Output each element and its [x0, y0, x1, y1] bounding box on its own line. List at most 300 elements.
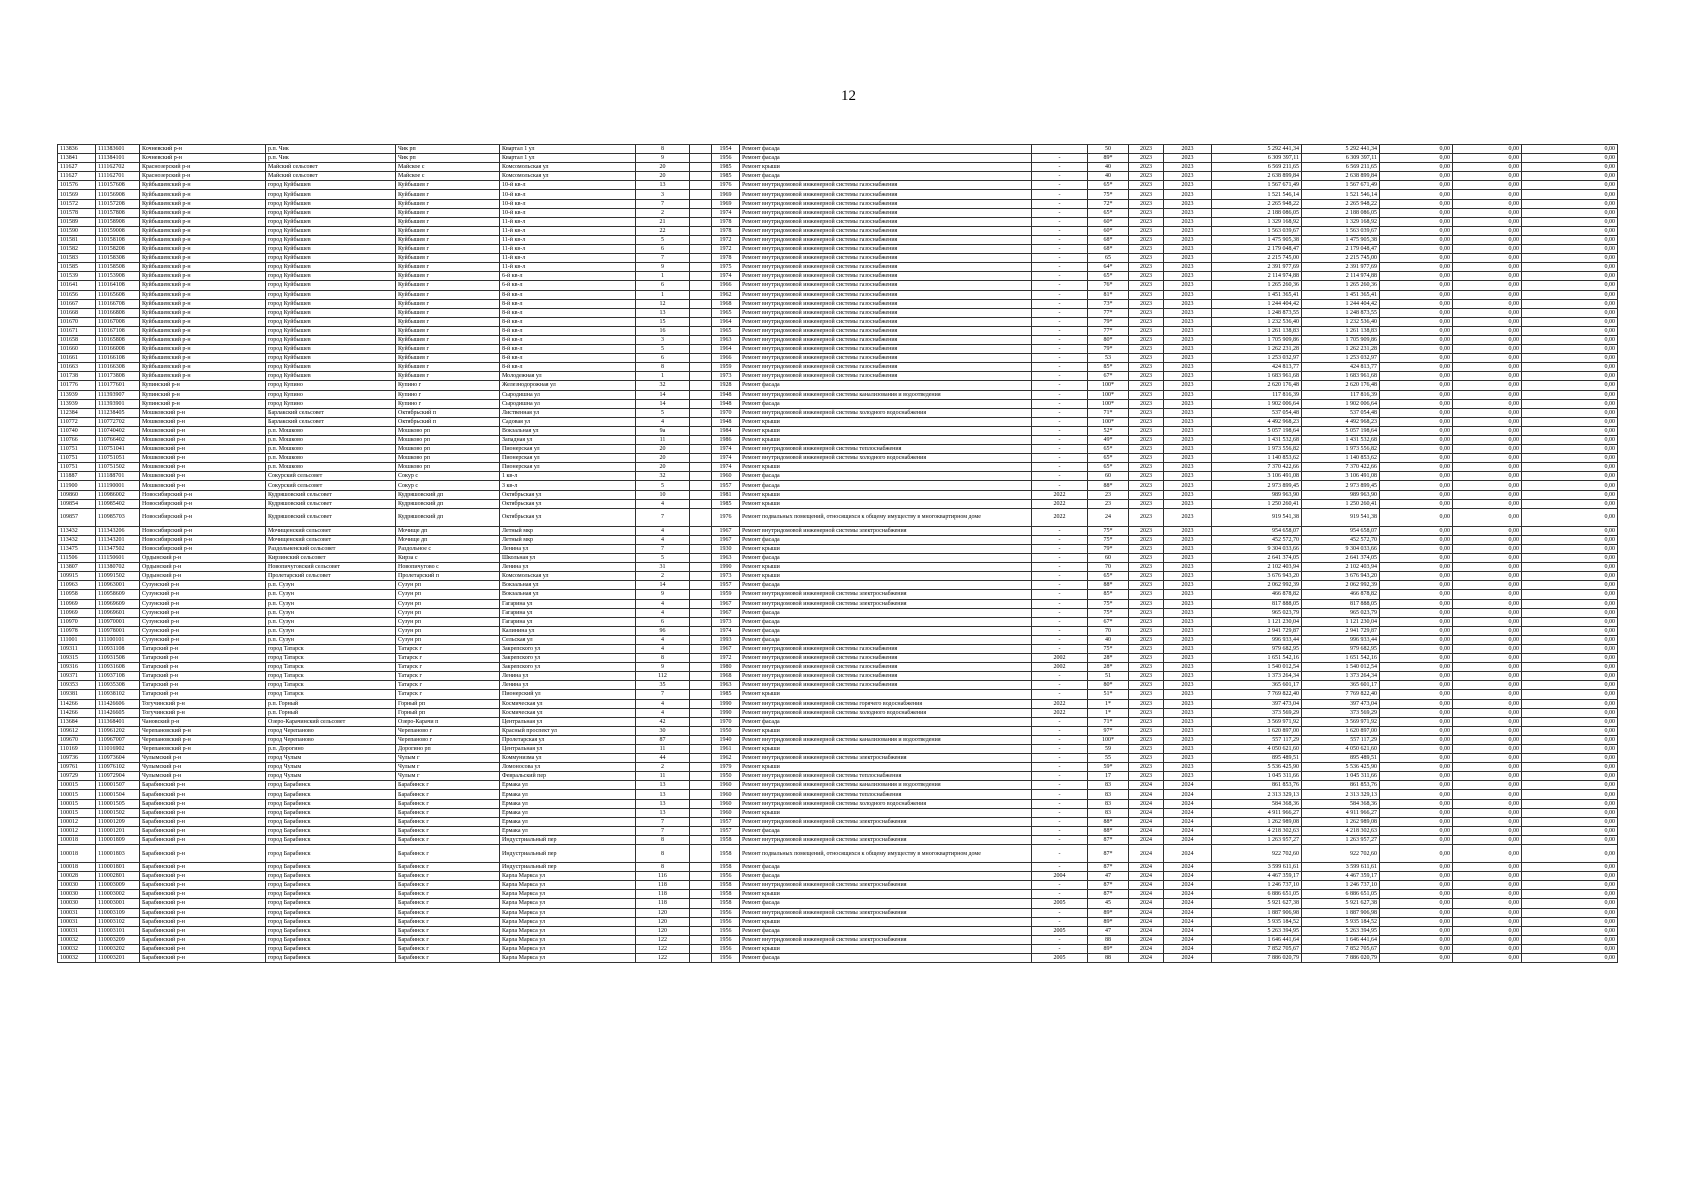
cell-work-type: Ремонт внутридомовой инженерной системы электроснабжения [740, 908, 1032, 917]
cell-plan-start-year: 2023 [1129, 335, 1164, 344]
cell-cost-federal: 0,00 [1380, 481, 1453, 490]
cell-last-repair-year: - [1032, 235, 1088, 244]
cell-last-repair-year: - [1032, 226, 1088, 235]
cell-district: Барабинский р-н [140, 917, 266, 926]
cell-municipality: Сокурский сельсовет [266, 472, 396, 481]
cell-building [690, 799, 712, 808]
cell-last-repair-year: - [1032, 426, 1088, 435]
cell-cost-fund: 2 114 974,88 [1302, 272, 1380, 281]
cell-locality: Барабинск г [396, 826, 500, 835]
table-row [58, 890, 1618, 899]
cell-house-number: 5 [636, 235, 690, 244]
cell-building [690, 717, 712, 726]
cell-cost-federal: 0,00 [1380, 226, 1453, 235]
cell-street: 8-й кв-л [500, 345, 636, 354]
capital-repair-table-container [57, 144, 1615, 963]
cell-build-year: 1950 [712, 772, 740, 781]
cell-build-year: 1960 [712, 799, 740, 808]
cell-locality: Горный рп [396, 708, 500, 717]
cell-work-id: 110931508 [96, 654, 140, 663]
cell-work-id: 111426606 [96, 699, 140, 708]
cell-total-cost: 2 620 176,48 [1212, 381, 1302, 390]
cell-cost-fund: 557 117,29 [1302, 735, 1380, 744]
cell-house-id: 113475 [58, 544, 96, 553]
cell-build-year: 1966 [712, 354, 740, 363]
cell-plan-start-year: 2024 [1129, 953, 1164, 962]
cell-cost-regional: 0,00 [1453, 326, 1522, 335]
cell-street: Гагарина ул [500, 617, 636, 626]
cell-wear-percent: 100* [1088, 735, 1129, 744]
cell-district: Черепановский р-н [140, 726, 266, 735]
cell-house-id: 110740 [58, 426, 96, 435]
cell-house-number: 96 [636, 626, 690, 635]
cell-municipality: город Куйбышев [266, 181, 396, 190]
cell-total-cost: 5 935 184,52 [1212, 917, 1302, 926]
cell-house-number: 44 [636, 754, 690, 763]
cell-municipality: город Барабинск [266, 899, 396, 908]
cell-house-id: 109316 [58, 663, 96, 672]
cell-municipality: Майский сельсовет [266, 172, 396, 181]
cell-wear-percent: 89* [1088, 154, 1129, 163]
cell-plan-end-year: 2023 [1164, 681, 1212, 690]
cell-house-number: 4 [636, 417, 690, 426]
cell-last-repair-year: 2002 [1032, 654, 1088, 663]
cell-municipality: город Чулым [266, 772, 396, 781]
cell-street: Карла Маркса ул [500, 899, 636, 908]
cell-building [690, 535, 712, 544]
cell-house-id: 109857 [58, 508, 96, 526]
cell-work-type: Ремонт подвальных помещений, относящихся к общему имуществу в многоквартирном доме [740, 845, 1032, 863]
cell-district: Мошковский р-н [140, 454, 266, 463]
cell-cost-federal: 0,00 [1380, 772, 1453, 781]
cell-municipality: город Куйбышев [266, 263, 396, 272]
cell-municipality: город Татарск [266, 690, 396, 699]
cell-total-cost: 2 641 374,05 [1212, 554, 1302, 563]
cell-street: 8-й кв-л [500, 299, 636, 308]
cell-district: Мошковский р-н [140, 481, 266, 490]
cell-street: Коммунизма ул [500, 754, 636, 763]
cell-total-cost: 1 262 989,08 [1212, 817, 1302, 826]
cell-plan-start-year: 2023 [1129, 454, 1164, 463]
cell-cost-regional: 0,00 [1453, 381, 1522, 390]
cell-building [690, 663, 712, 672]
cell-cost-local: 0,00 [1522, 263, 1618, 272]
cell-plan-start-year: 2023 [1129, 426, 1164, 435]
cell-cost-fund: 965 023,79 [1302, 608, 1380, 617]
cell-locality: Куйбышев г [396, 363, 500, 372]
cell-district: Барабинский р-н [140, 863, 266, 872]
cell-total-cost: 466 878,82 [1212, 590, 1302, 599]
cell-work-type: Ремонт крыши [740, 436, 1032, 445]
cell-municipality: город Татарск [266, 672, 396, 681]
cell-cost-local: 0,00 [1522, 390, 1618, 399]
cell-plan-end-year: 2023 [1164, 163, 1212, 172]
cell-building [690, 181, 712, 190]
cell-work-type: Ремонт внутридомовой инженерной системы газоснабжения [740, 354, 1032, 363]
table-row [58, 208, 1618, 217]
cell-street: Карла Маркса ул [500, 890, 636, 899]
cell-locality: Куйбышев г [396, 217, 500, 226]
cell-building [690, 708, 712, 717]
cell-house-id: 100031 [58, 917, 96, 926]
cell-last-repair-year: - [1032, 254, 1088, 263]
cell-last-repair-year: - [1032, 554, 1088, 563]
table-row [58, 590, 1618, 599]
cell-last-repair-year: - [1032, 808, 1088, 817]
cell-municipality: р.п. Сузун [266, 635, 396, 644]
cell-build-year: 1970 [712, 717, 740, 726]
cell-building [690, 817, 712, 826]
cell-wear-percent: 83 [1088, 808, 1129, 817]
cell-cost-federal: 0,00 [1380, 917, 1453, 926]
cell-last-repair-year: - [1032, 890, 1088, 899]
cell-cost-local: 0,00 [1522, 817, 1618, 826]
cell-build-year: 1940 [712, 735, 740, 744]
table-row [58, 817, 1618, 826]
cell-cost-federal: 0,00 [1380, 172, 1453, 181]
cell-cost-regional: 0,00 [1453, 426, 1522, 435]
cell-work-type: Ремонт внутридомовой инженерной системы теплоснабжения [740, 445, 1032, 454]
cell-plan-end-year: 2024 [1164, 826, 1212, 835]
cell-street: Ермака ул [500, 799, 636, 808]
cell-work-id: 110177601 [96, 381, 140, 390]
cell-street: Ленина ул [500, 681, 636, 690]
cell-house-id: 109371 [58, 672, 96, 681]
cell-work-id: 110157208 [96, 199, 140, 208]
cell-locality: Барабинск г [396, 953, 500, 962]
cell-building [690, 226, 712, 235]
cell-municipality: город Куйбышев [266, 354, 396, 363]
cell-cost-regional: 0,00 [1453, 626, 1522, 635]
cell-cost-regional: 0,00 [1453, 863, 1522, 872]
table-row [58, 281, 1618, 290]
cell-wear-percent: 24 [1088, 508, 1129, 526]
cell-house-number: 118 [636, 881, 690, 890]
cell-cost-local: 0,00 [1522, 681, 1618, 690]
cell-plan-end-year: 2023 [1164, 226, 1212, 235]
cell-wear-percent: 87* [1088, 881, 1129, 890]
cell-house-id: 101582 [58, 245, 96, 254]
cell-plan-start-year: 2024 [1129, 808, 1164, 817]
cell-municipality: город Чулым [266, 763, 396, 772]
cell-last-repair-year: - [1032, 190, 1088, 199]
cell-municipality: Мочищенский сельсовет [266, 526, 396, 535]
cell-wear-percent: 23 [1088, 490, 1129, 499]
cell-plan-start-year: 2023 [1129, 617, 1164, 626]
cell-plan-start-year: 2024 [1129, 863, 1164, 872]
cell-plan-start-year: 2023 [1129, 690, 1164, 699]
cell-cost-regional: 0,00 [1453, 572, 1522, 581]
cell-house-number: 7 [636, 544, 690, 553]
cell-house-id: 100032 [58, 944, 96, 953]
cell-house-id: 110751 [58, 463, 96, 472]
table-row [58, 363, 1618, 372]
cell-last-repair-year: - [1032, 354, 1088, 363]
cell-cost-fund: 466 878,82 [1302, 590, 1380, 599]
cell-work-id: 111426605 [96, 708, 140, 717]
cell-wear-percent: 65* [1088, 463, 1129, 472]
cell-plan-start-year: 2023 [1129, 544, 1164, 553]
cell-street: Комсомольская ул [500, 572, 636, 581]
cell-locality: Майское с [396, 163, 500, 172]
cell-last-repair-year: - [1032, 154, 1088, 163]
cell-total-cost: 3 106 491,08 [1212, 472, 1302, 481]
cell-locality: Дорогино рп [396, 745, 500, 754]
cell-wear-percent: 79* [1088, 345, 1129, 354]
cell-street: 11-й кв-л [500, 263, 636, 272]
cell-cost-federal: 0,00 [1380, 390, 1453, 399]
table-row [58, 944, 1618, 953]
cell-street: Февральский пер [500, 772, 636, 781]
cell-building [690, 572, 712, 581]
cell-house-id: 109670 [58, 735, 96, 744]
cell-street: 3 кв-л [500, 481, 636, 490]
cell-last-repair-year: - [1032, 317, 1088, 326]
cell-building [690, 581, 712, 590]
cell-work-type: Ремонт крыши [740, 690, 1032, 699]
cell-cost-fund: 2 641 374,05 [1302, 554, 1380, 563]
cell-street: Квартал 1 ул [500, 145, 636, 154]
cell-plan-start-year: 2023 [1129, 644, 1164, 653]
cell-building [690, 445, 712, 454]
cell-house-number: 122 [636, 944, 690, 953]
cell-build-year: 1961 [712, 745, 740, 754]
cell-cost-regional: 0,00 [1453, 390, 1522, 399]
cell-street: Центральная ул [500, 717, 636, 726]
cell-street: Ленина ул [500, 672, 636, 681]
cell-street: 11-й кв-л [500, 235, 636, 244]
cell-house-id: 114266 [58, 708, 96, 717]
cell-municipality: город Барабинск [266, 817, 396, 826]
cell-building [690, 917, 712, 926]
cell-cost-regional: 0,00 [1453, 635, 1522, 644]
cell-last-repair-year: - [1032, 881, 1088, 890]
cell-house-number: 9 [636, 663, 690, 672]
table-row [58, 299, 1618, 308]
cell-last-repair-year: - [1032, 826, 1088, 835]
cell-building [690, 890, 712, 899]
cell-cost-regional: 0,00 [1453, 953, 1522, 962]
cell-cost-fund: 1 705 909,86 [1302, 335, 1380, 344]
table-row [58, 599, 1618, 608]
cell-build-year: 1960 [712, 808, 740, 817]
cell-cost-federal: 0,00 [1380, 872, 1453, 881]
cell-house-number: 20 [636, 163, 690, 172]
cell-street: Карла Маркса ул [500, 953, 636, 962]
cell-municipality: город Барабинск [266, 881, 396, 890]
table-row [58, 781, 1618, 790]
cell-cost-regional: 0,00 [1453, 235, 1522, 244]
cell-district: Купинский р-н [140, 390, 266, 399]
cell-work-type: Ремонт внутридомовой инженерной системы газоснабжения [740, 263, 1032, 272]
cell-municipality: р.п. Мошково [266, 436, 396, 445]
cell-cost-local: 0,00 [1522, 399, 1618, 408]
cell-building [690, 172, 712, 181]
table-row [58, 308, 1618, 317]
cell-district: Куйбышевский р-н [140, 308, 266, 317]
cell-build-year: 1954 [712, 145, 740, 154]
cell-last-repair-year: - [1032, 299, 1088, 308]
table-row [58, 572, 1618, 581]
cell-plan-end-year: 2023 [1164, 345, 1212, 354]
cell-total-cost: 922 702,60 [1212, 845, 1302, 863]
cell-work-id: 110157808 [96, 208, 140, 217]
cell-locality: Октябрьский п [396, 408, 500, 417]
cell-total-cost: 817 888,05 [1212, 599, 1302, 608]
cell-locality: Барабинск г [396, 817, 500, 826]
cell-locality: Куйбышев г [396, 245, 500, 254]
table-row [58, 154, 1618, 163]
cell-work-id: 110751502 [96, 463, 140, 472]
cell-house-number: 5 [636, 408, 690, 417]
cell-work-type: Ремонт крыши [740, 808, 1032, 817]
cell-cost-fund: 7 886 020,79 [1302, 953, 1380, 962]
cell-wear-percent: 60 [1088, 554, 1129, 563]
cell-house-id: 101589 [58, 217, 96, 226]
cell-total-cost: 1 263 957,27 [1212, 835, 1302, 844]
cell-street: 10-й кв-л [500, 190, 636, 199]
cell-cost-local: 0,00 [1522, 299, 1618, 308]
cell-cost-local: 0,00 [1522, 381, 1618, 390]
cell-plan-end-year: 2023 [1164, 417, 1212, 426]
table-row [58, 554, 1618, 563]
cell-wear-percent: 65* [1088, 181, 1129, 190]
cell-building [690, 644, 712, 653]
cell-municipality: город Купино [266, 399, 396, 408]
cell-plan-end-year: 2023 [1164, 281, 1212, 290]
cell-locality: Мошково рп [396, 454, 500, 463]
cell-street: Карла Маркса ул [500, 917, 636, 926]
cell-locality: Барабинск г [396, 917, 500, 926]
cell-work-id: 110003002 [96, 890, 140, 899]
cell-cost-regional: 0,00 [1453, 672, 1522, 681]
cell-house-id: 100031 [58, 908, 96, 917]
cell-plan-start-year: 2023 [1129, 726, 1164, 735]
table-row [58, 535, 1618, 544]
cell-building [690, 626, 712, 635]
cell-plan-end-year: 2023 [1164, 635, 1212, 644]
cell-work-type: Ремонт фасада [740, 172, 1032, 181]
cell-district: Барабинский р-н [140, 926, 266, 935]
cell-house-id: 100015 [58, 808, 96, 817]
cell-house-id: 113939 [58, 390, 96, 399]
cell-build-year: 1986 [712, 436, 740, 445]
cell-plan-start-year: 2023 [1129, 299, 1164, 308]
cell-work-id: 111190001 [96, 481, 140, 490]
cell-plan-start-year: 2023 [1129, 763, 1164, 772]
cell-build-year: 1984 [712, 426, 740, 435]
cell-locality: Татарск г [396, 681, 500, 690]
cell-work-type: Ремонт внутридомовой инженерной системы электроснабжения [740, 835, 1032, 844]
cell-plan-end-year: 2024 [1164, 808, 1212, 817]
cell-district: Сузунский р-н [140, 608, 266, 617]
cell-house-number: 13 [636, 181, 690, 190]
cell-wear-percent: 28* [1088, 654, 1129, 663]
cell-district: Новосибирский р-н [140, 535, 266, 544]
cell-house-number: 20 [636, 454, 690, 463]
cell-cost-local: 0,00 [1522, 254, 1618, 263]
cell-municipality: р.п. Мошково [266, 445, 396, 454]
cell-building [690, 599, 712, 608]
cell-work-type: Ремонт внутридомовой инженерной системы газоснабжения [740, 663, 1032, 672]
cell-district: Купинский р-н [140, 381, 266, 390]
cell-plan-end-year: 2023 [1164, 172, 1212, 181]
cell-plan-end-year: 2023 [1164, 399, 1212, 408]
cell-cost-regional: 0,00 [1453, 445, 1522, 454]
cell-municipality: город Куйбышев [266, 372, 396, 381]
cell-wear-percent: 45 [1088, 899, 1129, 908]
cell-build-year: 1960 [712, 472, 740, 481]
cell-wear-percent: 70 [1088, 563, 1129, 572]
cell-plan-end-year: 2024 [1164, 872, 1212, 881]
cell-cost-fund: 1 262 231,28 [1302, 345, 1380, 354]
cell-build-year: 1956 [712, 872, 740, 881]
cell-plan-end-year: 2023 [1164, 363, 1212, 372]
cell-work-type: Ремонт внутридомовой инженерной системы газоснабжения [740, 272, 1032, 281]
cell-cost-local: 0,00 [1522, 745, 1618, 754]
cell-build-year: 1972 [712, 245, 740, 254]
cell-building [690, 499, 712, 508]
cell-build-year: 1959 [712, 590, 740, 599]
cell-total-cost: 996 933,44 [1212, 635, 1302, 644]
cell-cost-regional: 0,00 [1453, 190, 1522, 199]
cell-cost-local: 0,00 [1522, 490, 1618, 499]
cell-plan-start-year: 2023 [1129, 254, 1164, 263]
cell-cost-local: 0,00 [1522, 881, 1618, 890]
cell-work-id: 110158908 [96, 217, 140, 226]
cell-house-number: 112 [636, 672, 690, 681]
cell-plan-start-year: 2024 [1129, 781, 1164, 790]
cell-street: Пролетарская ул [500, 735, 636, 744]
cell-district: Татарский р-н [140, 654, 266, 663]
cell-district: Татарский р-н [140, 681, 266, 690]
cell-cost-federal: 0,00 [1380, 454, 1453, 463]
cell-cost-fund: 1 973 556,82 [1302, 445, 1380, 454]
cell-total-cost: 1 705 909,86 [1212, 335, 1302, 344]
cell-cost-local: 0,00 [1522, 554, 1618, 563]
cell-work-type: Ремонт фасада [740, 926, 1032, 935]
cell-work-type: Ремонт крыши [740, 763, 1032, 772]
cell-cost-local: 0,00 [1522, 208, 1618, 217]
cell-last-repair-year: - [1032, 717, 1088, 726]
cell-house-number: 13 [636, 790, 690, 799]
cell-plan-start-year: 2023 [1129, 472, 1164, 481]
cell-plan-end-year: 2024 [1164, 845, 1212, 863]
cell-build-year: 1973 [712, 617, 740, 626]
cell-build-year: 1974 [712, 272, 740, 281]
cell-wear-percent: 87* [1088, 845, 1129, 863]
cell-municipality: город Барабинск [266, 908, 396, 917]
cell-last-repair-year: - [1032, 672, 1088, 681]
cell-work-type: Ремонт внутридомовой инженерной системы газоснабжения [740, 363, 1032, 372]
cell-plan-end-year: 2023 [1164, 745, 1212, 754]
cell-street: 8-й кв-л [500, 363, 636, 372]
cell-cost-federal: 0,00 [1380, 717, 1453, 726]
cell-municipality: город Куйбышев [266, 254, 396, 263]
cell-plan-end-year: 2023 [1164, 572, 1212, 581]
cell-work-id: 110967007 [96, 735, 140, 744]
cell-wear-percent: 83 [1088, 781, 1129, 790]
cell-cost-regional: 0,00 [1453, 917, 1522, 926]
cell-work-type: Ремонт фасада [740, 472, 1032, 481]
cell-municipality: город Черепаново [266, 726, 396, 735]
cell-cost-federal: 0,00 [1380, 808, 1453, 817]
table-row [58, 835, 1618, 844]
table-row [58, 745, 1618, 754]
cell-plan-end-year: 2024 [1164, 790, 1212, 799]
cell-street: Октябрьская ул [500, 508, 636, 526]
cell-cost-local: 0,00 [1522, 672, 1618, 681]
